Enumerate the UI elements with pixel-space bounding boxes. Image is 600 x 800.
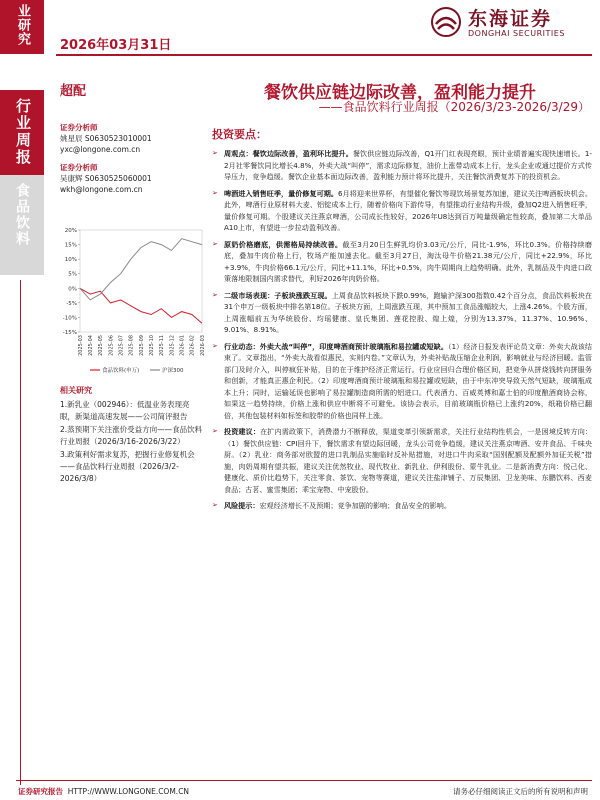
report-type-band: 行业周报 xyxy=(0,90,44,210)
rating: 超配 xyxy=(60,84,87,99)
footer-link[interactable]: HTTP://WWW.LONGONE.COM.CN xyxy=(67,787,190,796)
chart-y-tick-label: 20% xyxy=(64,228,77,234)
chart-plot-area xyxy=(80,230,202,332)
key-point: ➢ 行业动态：外卖大战“叫停”，印度啤酒商预计玻璃瓶和易拉罐或短缺。（1）经济日报发表评论员文章：外卖大战该结束了。文章指出，“外卖大战看似惠民，实则内卷。”文章认为，外卖补贴战压缩企业利润，影响就业与经济回暖。监管部门及时介入，叫停疯狂补贴，目的在于维护经济正常运行。行业应回归合理价格区间，把竞争从拼烧钱转向拼服务和创新，才能真正惠企利民。（2）印度啤酒商预计玻璃瓶和易拉罐或短缺，由于中东冲突导致天然气短缺，玻璃瓶成本上升；同时，运输延误也影响了易拉罐制造商所需的铝进口。代表酒力、百威英博和嘉士伯的印度酿酒商协会称，如果这一趋势持续，价格上涨和供应中断将不可避免。该协会表示，目前玻璃瓶价格已上涨约20%，纸箱价格已翻倍，其他包装材料如标签和胶带的价格也同样上涨。 xyxy=(212,341,592,420)
report-date: 2026年03月31日 xyxy=(60,38,172,53)
analyst-name: 姚星辰 S0630523010001 xyxy=(60,134,152,143)
chart-y-tick-label: 0% xyxy=(68,286,77,293)
report-title: 餐饮供应链边际改善，盈利能力提升 xyxy=(264,83,536,103)
chart-legend-label: 沪深300 xyxy=(162,368,184,374)
report-subtitle: ——食品饮料行业周报（2026/3/23-2026/3/29） xyxy=(318,100,590,114)
chart-x-tick-label: 2026-01 xyxy=(179,335,186,356)
analyst-card xyxy=(60,162,152,195)
chart-series-line xyxy=(80,239,202,300)
chart-y-tick-label: -5% xyxy=(66,300,77,307)
side-divider xyxy=(20,280,21,785)
chart-x-tick-label: 2025-08 xyxy=(128,335,135,356)
related-item[interactable]: 3.政策利好需求复苏，把握行业修复机会——食品饮料行业周报（2026/3/2-2026/3/8） xyxy=(60,450,195,483)
chart-x-tick-label: 2025-09 xyxy=(138,335,145,356)
section-title: 投资要点： xyxy=(212,128,267,141)
analyst-card xyxy=(60,122,152,155)
chart-x-tick-label: 2025-04 xyxy=(87,335,94,356)
logo-text-en: DONGHAI SECURITIES xyxy=(468,29,565,38)
chart-x-tick-label: 2025-07 xyxy=(118,335,125,356)
chart-x-tick-label: 2025-10 xyxy=(148,335,155,356)
arrow-bullet-icon: ➢ xyxy=(212,239,218,248)
logo xyxy=(430,4,590,44)
arrow-bullet-icon: ➢ xyxy=(212,341,218,350)
analyst-name: 吴康辉 S0630525060001 xyxy=(60,174,152,183)
footer-divider xyxy=(16,780,592,781)
performance-chart xyxy=(56,224,206,376)
key-point: ➢ 二级市场表现：子板块涨跌互现。上周食品饮料板块下跌0.99%，跑输沪深300指数0.42个百分点，食品饮料板块在31个申万一级板块中排名第18位。子板块方面，上周涨跌互现，其中预加工食品涨幅较大，上涨4.26%。个股方面，上周涨幅前五为华统股份、均瑶健康、皇氏集团、莲花控股、煌上煌，分别为13.37%、11.37%、10.96%、9.01%、8.91%。 xyxy=(212,290,593,334)
related-heading: 相关研究 xyxy=(60,386,92,395)
logo-text-cn: 东海证券 xyxy=(468,8,553,30)
chart-y-tick-label: 10% xyxy=(64,257,77,264)
related-research xyxy=(60,385,204,486)
key-points xyxy=(212,148,592,517)
chart-x-tick-label: 2025-06 xyxy=(108,335,115,356)
chart-x-tick-label: 2025-11 xyxy=(159,335,166,356)
related-item[interactable]: 1.新乳业（002946）：低温业务表现亮眼，新渠道高速发展——公司简评报告 xyxy=(60,400,190,421)
chart-legend-label: 食品饮料(申万) xyxy=(102,368,140,374)
arrow-bullet-icon: ➢ xyxy=(212,188,218,197)
analyst-role: 证券分析师 xyxy=(60,123,98,132)
footer-disclaimer: 请务必仔细阅读正文后的所有说明和声明 xyxy=(453,787,588,796)
footer-left: 证券研究报告 HTTP://WWW.LONGONE.COM.CN xyxy=(18,787,190,796)
header-divider xyxy=(56,54,592,56)
key-point: ➢ 投资建议：在扩内需政策下，消费潜力不断释放，渠道变革引领新需求，关注行业结构性机会，一是困境反转方向：（1）餐饮供应链：CPI回升下，餐饮需求有望边际回暖，龙头公司竞争趋缓，建议关注燕京啤酒、安井食品、千味央厨。（2）乳业：商务部对欧盟的进口乳制品实施临时反补贴措施，对进口牛肉采取“国别配额及配额外加征关税”措施，肉奶周期有望共振，建议关注优然牧业、现代牧业、新乳业、伊利股份、蒙牛乳业。二是新消费方向：悦己化、健康化、质价比趋势下，关注零食、茶饮、宠物等赛道，建议关注盐津铺子、万辰集团、卫龙美味、东鹏饮料、西麦食品；古茗、蜜雪集团；乖宝宠物、中宠股份。 xyxy=(212,427,592,494)
analyst-role: 证券分析师 xyxy=(60,163,98,172)
key-point: ➢ 原奶价格磨底，供需格局持续改善。截至3月20日生鲜乳均价3.03元/公斤，同比-1.9%，环比0.3%。价格持续磨底，叠加牛肉价格上行，牧场产能加速去化。截至3月27日，淘汰母牛价格21.38元/公斤，同比+22.9%，环比+3.9%，牛肉价格66.1元/公斤，同比+11.1%，环比+0.5%，肉牛周期向上趋势明确。此外，乳制品及牛肉进口政策落地限制国内需求替代，利好2026年肉奶价格。 xyxy=(212,239,593,283)
industry-band: 食品饮料 xyxy=(0,175,44,275)
arrow-bullet-icon: ➢ xyxy=(212,149,218,157)
donghai-logo-icon xyxy=(430,6,462,38)
arrow-bullet-icon: ➢ xyxy=(212,290,218,299)
analyst-email[interactable]: wkh@longone.com.cn xyxy=(60,185,143,194)
arrow-bullet-icon: ➢ xyxy=(212,427,218,435)
chart-y-tick-label: -10% xyxy=(62,315,77,322)
chart-y-tick-label: -15% xyxy=(62,330,77,336)
related-item[interactable]: 2.蒸预期下关注涨价受益方向——食品饮料行业周报（2026/3/16-2026/3/22） xyxy=(60,425,203,446)
chart-x-tick-label: 2025-05 xyxy=(98,335,105,356)
key-point: ➢ 啤酒进入销售旺季，量价修复可期。6月将迎来世界杯，有望催化餐饮等现饮场景复苏加速，建议关注啤酒板块机会。此外，啤酒行业原材料大麦、铝锭成本上行，随着价格向下游传导，有望推动行业结构升级，叠加Q2进入销售旺季，量价修复可期。个股建议关注燕京啤酒，公司成长性较好，2026年U8达到百万吨量级确定性较高，叠加第二大单品A10上市，有望进一步拉动盈利改善。 xyxy=(212,188,593,232)
chart-x-tick-label: 2025-03 xyxy=(77,335,84,356)
analyst-email[interactable]: yxc@longone.com.cn xyxy=(60,145,141,154)
chart-x-tick-label: 2026-03 xyxy=(199,335,206,356)
chart-y-tick-label: 15% xyxy=(64,242,77,249)
chart-x-tick-label: 2025-12 xyxy=(169,335,176,356)
arrow-bullet-icon: ➢ xyxy=(212,501,218,509)
key-point: ➢ 风险提示：宏观经济增长不及预期；竞争加剧的影响；食品安全的影响。 xyxy=(212,501,451,510)
corner-tab: 业研究 xyxy=(0,0,44,54)
chart-series-line xyxy=(80,288,202,323)
chart-x-tick-label: 2026-02 xyxy=(189,335,196,356)
chart-y-tick-label: 5% xyxy=(68,271,77,278)
key-point: ➢ 周观点：餐饮边际改善，盈利环比提升。餐饮供应链边际改善，Q1开门红表现亮眼，预计业绩普遍实现快速增长。1-2月社零餐饮同比增长4.8%，外卖大战“叫停”，需求边际修复，油价上涨带动成本上行，龙头企业或通过提价方式传导压力，竞争趋缓。餐饮企业基本面边际改善，盈利能力预计将环比提升，关注餐饮消费复苏下的投资机会。 xyxy=(212,149,593,181)
